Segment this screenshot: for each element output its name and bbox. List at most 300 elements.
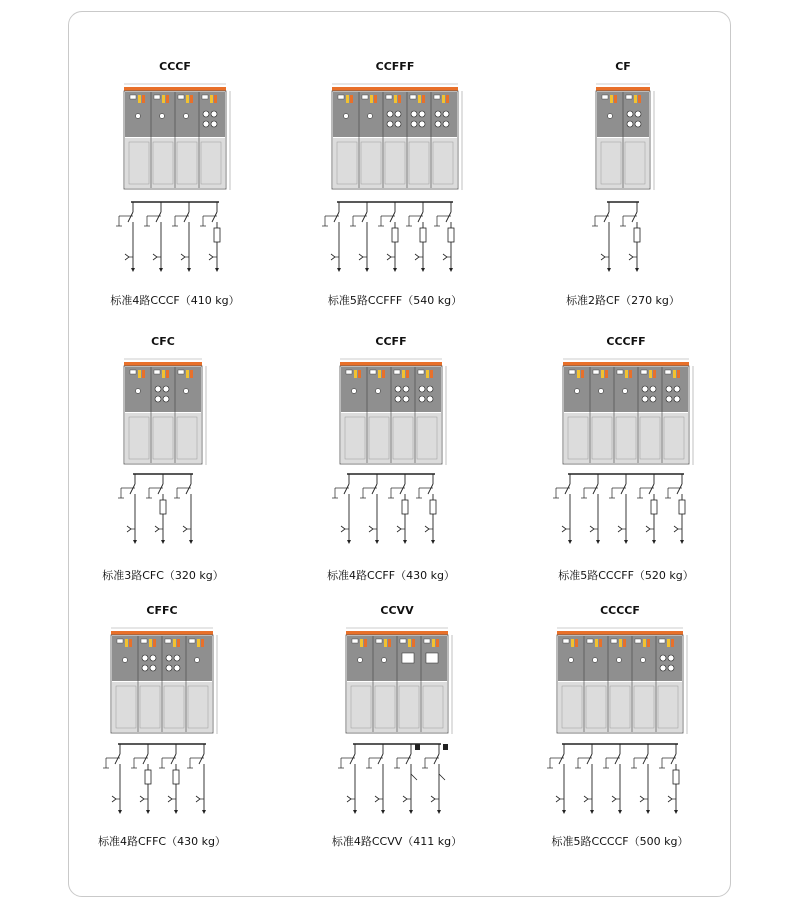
single-line-schematic — [523, 198, 723, 278]
load-switch-symbol — [372, 484, 377, 494]
mimic-diagram-mark — [432, 639, 435, 647]
unit-caption: 标准3路CFC（320 kg） — [102, 569, 224, 582]
mimic-diagram-mark — [643, 639, 646, 647]
cable-termination-symbol — [640, 796, 644, 802]
cable-termination-symbol — [403, 796, 407, 802]
mimic-diagram-mark — [370, 95, 373, 103]
fuse-operating-knob — [166, 655, 172, 661]
mimic-diagram-mark — [638, 95, 641, 103]
fuse-operating-knob — [174, 655, 180, 661]
unit-title: CCCF — [159, 60, 191, 73]
fuse-operating-knob — [411, 111, 417, 117]
indicator-panel — [569, 370, 575, 374]
indicator-panel — [665, 370, 671, 374]
mimic-diagram-mark — [358, 370, 361, 378]
load-switch-symbol — [587, 754, 592, 764]
fuse-operating-knob — [403, 386, 409, 392]
load-switch-symbol — [621, 484, 626, 494]
load-switch-symbol — [632, 212, 637, 222]
load-switch-symbol — [128, 212, 133, 222]
fuse-operating-knob — [666, 386, 672, 392]
mimic-diagram-mark — [595, 639, 598, 647]
load-switch-symbol — [186, 484, 191, 494]
load-switch-symbol — [350, 754, 355, 764]
mimic-diagram-mark — [125, 639, 128, 647]
mimic-diagram-mark — [406, 370, 409, 378]
fuse-operating-knob — [387, 121, 393, 127]
fuse-operating-knob — [642, 386, 648, 392]
mimic-diagram-mark — [581, 370, 584, 378]
cable-outlet-arrow — [393, 268, 397, 272]
mimic-diagram-mark — [197, 639, 200, 647]
indicator-panel — [587, 639, 593, 643]
fuse-operating-knob — [627, 111, 633, 117]
indicator-panel — [362, 95, 368, 99]
indicator-panel — [178, 370, 184, 374]
cable-outlet-arrow — [652, 540, 656, 544]
indicator-panel — [659, 639, 665, 643]
load-switch-symbol — [406, 754, 411, 764]
single-line-schematic — [297, 740, 497, 820]
mimic-diagram-mark — [605, 370, 608, 378]
mimic-diagram-mark — [446, 95, 449, 103]
mimic-diagram-mark — [166, 95, 169, 103]
cable-outlet-arrow — [568, 540, 572, 544]
mimic-diagram-mark — [190, 370, 193, 378]
mimic-diagram-mark — [186, 370, 189, 378]
unit-title: CCCFF — [606, 335, 646, 348]
cable-outlet-arrow — [381, 810, 385, 814]
load-switch-symbol — [378, 754, 383, 764]
fuse-operating-knob — [419, 121, 425, 127]
mimic-diagram-mark — [442, 95, 445, 103]
fuse-symbol — [651, 500, 657, 514]
unit-caption: 标准5路CCCFF（520 kg） — [558, 569, 694, 582]
cable-termination-symbol — [331, 254, 335, 260]
cable-outlet-arrow — [403, 540, 407, 544]
load-switch-symbol — [115, 754, 120, 764]
indicator-panel — [376, 639, 382, 643]
cable-outlet-arrow — [202, 810, 206, 814]
fuse-operating-knob — [674, 386, 680, 392]
cable-compartment-section — [333, 138, 457, 188]
cable-outlet-arrow — [618, 810, 622, 814]
cable-compartment-section — [558, 682, 682, 732]
mimic-diagram-mark — [166, 370, 169, 378]
indicator-panel — [178, 95, 184, 99]
busbar-cover-strip — [340, 362, 442, 366]
mimic-diagram-mark — [142, 370, 145, 378]
indicator-panel — [117, 639, 123, 643]
indicator-panel — [424, 639, 430, 643]
mimic-diagram-mark — [129, 639, 132, 647]
load-switch-symbol — [171, 754, 176, 764]
indicator-panel — [641, 370, 647, 374]
cable-termination-symbol — [556, 796, 560, 802]
mimic-diagram-mark — [374, 95, 377, 103]
fuse-operating-knob — [642, 396, 648, 402]
fuse-operating-knob — [668, 655, 674, 661]
cable-outlet-arrow — [421, 268, 425, 272]
cabinet-front-view — [75, 82, 275, 198]
fuse-operating-knob — [411, 121, 417, 127]
load-switch-symbol — [643, 754, 648, 764]
mimic-diagram-mark — [571, 639, 574, 647]
cable-outlet-arrow — [337, 268, 341, 272]
indicator-panel — [617, 370, 623, 374]
fuse-operating-knob — [627, 121, 633, 127]
indicator-panel — [626, 95, 632, 99]
load-switch-symbol — [671, 754, 676, 764]
cable-termination-symbol — [183, 526, 187, 532]
mimic-diagram-mark — [384, 639, 387, 647]
indicator-panel — [130, 370, 136, 374]
indicator-panel — [352, 639, 358, 643]
mimic-diagram-mark — [398, 95, 401, 103]
mimic-diagram-mark — [436, 639, 439, 647]
fuse-symbol — [420, 228, 426, 242]
busbar-cover-strip — [563, 362, 689, 366]
indicator-panel — [189, 639, 195, 643]
cable-termination-symbol — [601, 254, 605, 260]
cable-termination-symbol — [629, 254, 633, 260]
unit-title: CF — [615, 60, 631, 73]
load-switch-symbol — [143, 754, 148, 764]
busbar-cover-strip — [557, 631, 683, 635]
cable-outlet-arrow — [131, 268, 135, 272]
busbar-cover-strip — [596, 87, 650, 91]
fuse-symbol — [145, 770, 151, 784]
unit-caption: 标准4路CFFC（430 kg） — [98, 835, 226, 848]
fuse-operating-knob — [150, 665, 156, 671]
mimic-diagram-mark — [346, 95, 349, 103]
indicator-panel — [394, 370, 400, 374]
mimic-diagram-mark — [153, 639, 156, 647]
unit-caption: 标准2路CF（270 kg） — [566, 294, 680, 307]
cable-termination-symbol — [387, 254, 391, 260]
mimic-diagram-mark — [142, 95, 145, 103]
single-line-schematic — [75, 198, 275, 278]
fuse-operating-knob — [443, 111, 449, 117]
mimic-diagram-mark — [671, 639, 674, 647]
indicator-panel — [410, 95, 416, 99]
load-switch-symbol — [400, 484, 405, 494]
fuse-operating-knob — [403, 396, 409, 402]
breaker-relay-panel — [426, 653, 438, 663]
mimic-diagram-mark — [214, 95, 217, 103]
cable-outlet-arrow — [437, 810, 441, 814]
unit-title: CCFFF — [375, 60, 415, 73]
mimic-diagram-mark — [418, 95, 421, 103]
cabinet-front-view — [297, 626, 497, 742]
fuse-symbol — [160, 500, 166, 514]
single-line-schematic — [295, 198, 495, 278]
switch-operating-hole — [593, 658, 598, 663]
cable-termination-symbol — [646, 526, 650, 532]
indicator-panel — [165, 639, 171, 643]
mimic-diagram-mark — [619, 639, 622, 647]
fuse-operating-knob — [435, 121, 441, 127]
switch-operating-hole — [569, 658, 574, 663]
single-line-schematic — [63, 470, 263, 550]
cable-termination-symbol — [168, 796, 172, 802]
cable-outlet-arrow — [375, 540, 379, 544]
indicator-panel — [434, 95, 440, 99]
fuse-symbol — [214, 228, 220, 242]
fuse-operating-knob — [211, 121, 217, 127]
cable-outlet-arrow — [159, 268, 163, 272]
unit-caption: 标准4路CCFF（430 kg） — [327, 569, 455, 582]
load-switch-symbol — [418, 212, 423, 222]
cable-outlet-arrow — [146, 810, 150, 814]
mimic-diagram-mark — [378, 370, 381, 378]
mimic-diagram-mark — [426, 370, 429, 378]
fuse-operating-knob — [395, 386, 401, 392]
load-switch-symbol — [559, 754, 564, 764]
mimic-diagram-mark — [614, 95, 617, 103]
indicator-panel — [130, 95, 136, 99]
cable-outlet-arrow — [624, 540, 628, 544]
mimic-diagram-mark — [190, 95, 193, 103]
fuse-operating-knob — [666, 396, 672, 402]
mimic-diagram-mark — [210, 95, 213, 103]
mimic-diagram-mark — [364, 639, 367, 647]
switch-operating-hole — [136, 389, 141, 394]
fuse-operating-knob — [155, 386, 161, 392]
cable-termination-symbol — [153, 254, 157, 260]
cable-outlet-arrow — [118, 810, 122, 814]
fuse-operating-knob — [163, 396, 169, 402]
fuse-operating-knob — [650, 386, 656, 392]
cable-termination-symbol — [612, 796, 616, 802]
fuse-operating-knob — [427, 386, 433, 392]
cable-compartment-section — [125, 413, 201, 463]
cable-termination-symbol — [375, 796, 379, 802]
indicator-panel — [611, 639, 617, 643]
cable-termination-symbol — [341, 526, 345, 532]
switch-operating-hole — [575, 389, 580, 394]
mimic-diagram-mark — [422, 95, 425, 103]
mimic-diagram-mark — [412, 639, 415, 647]
fuse-operating-knob — [163, 386, 169, 392]
load-switch-symbol — [212, 212, 217, 222]
fuse-operating-knob — [395, 121, 401, 127]
indicator-panel — [386, 95, 392, 99]
unit-title: CCCCF — [600, 604, 640, 617]
fuse-operating-knob — [155, 396, 161, 402]
cable-termination-symbol — [196, 796, 200, 802]
mimic-diagram-mark — [162, 95, 165, 103]
indicator-panel — [154, 95, 160, 99]
mimic-diagram-mark — [402, 370, 405, 378]
fuse-operating-knob — [427, 396, 433, 402]
load-switch-symbol — [593, 484, 598, 494]
indicator-panel — [602, 95, 608, 99]
unit-title: CFC — [151, 335, 175, 348]
load-switch-symbol — [615, 754, 620, 764]
cable-termination-symbol — [415, 254, 419, 260]
fuse-symbol — [392, 228, 398, 242]
busbar-cover-strip — [346, 631, 448, 635]
mimic-diagram-mark — [667, 639, 670, 647]
load-switch-symbol — [565, 484, 570, 494]
busbar-cover-strip — [124, 87, 226, 91]
fuse-operating-knob — [150, 655, 156, 661]
load-switch-symbol — [334, 212, 339, 222]
cable-termination-symbol — [431, 796, 435, 802]
busbar-cover-strip — [111, 631, 213, 635]
mimic-diagram-mark — [394, 95, 397, 103]
mimic-diagram-mark — [173, 639, 176, 647]
fuse-symbol — [173, 770, 179, 784]
load-switch-symbol — [158, 484, 163, 494]
mimic-diagram-mark — [623, 639, 626, 647]
single-line-schematic — [62, 740, 262, 820]
indicator-panel — [400, 639, 406, 643]
unit-caption: 标准4路CCCF（410 kg） — [110, 294, 240, 307]
breaker-symbol — [443, 744, 448, 750]
breaker-symbol — [439, 774, 445, 780]
switch-operating-hole — [608, 114, 613, 119]
cable-outlet-arrow — [409, 810, 413, 814]
indicator-panel — [370, 370, 376, 374]
busbar-cover-strip — [332, 87, 458, 91]
cable-outlet-arrow — [635, 268, 639, 272]
mimic-diagram-mark — [350, 95, 353, 103]
cable-termination-symbol — [397, 526, 401, 532]
indicator-panel — [141, 639, 147, 643]
cable-termination-symbol — [369, 526, 373, 532]
cable-outlet-arrow — [161, 540, 165, 544]
cabinet-front-view — [523, 82, 723, 198]
fuse-operating-knob — [660, 655, 666, 661]
cabinet-front-view — [62, 626, 262, 742]
unit-title: CCVV — [380, 604, 414, 617]
load-switch-symbol — [604, 212, 609, 222]
mimic-diagram-mark — [354, 370, 357, 378]
fuse-symbol — [402, 500, 408, 514]
indicator-panel — [202, 95, 208, 99]
cable-outlet-arrow — [646, 810, 650, 814]
indicator-panel — [635, 639, 641, 643]
mimic-diagram-mark — [382, 370, 385, 378]
mimic-diagram-mark — [177, 639, 180, 647]
cable-outlet-arrow — [365, 268, 369, 272]
cable-outlet-arrow — [562, 810, 566, 814]
fuse-operating-knob — [142, 665, 148, 671]
mimic-diagram-mark — [634, 95, 637, 103]
mimic-diagram-mark — [629, 370, 632, 378]
unit-caption: 标准5路CCFFF（540 kg） — [327, 294, 463, 307]
cabinet-front-view — [63, 357, 263, 473]
load-switch-symbol — [434, 754, 439, 764]
fuse-operating-knob — [660, 665, 666, 671]
cable-outlet-arrow — [674, 810, 678, 814]
fuse-operating-knob — [435, 111, 441, 117]
single-line-schematic — [526, 470, 726, 550]
load-switch-symbol — [649, 484, 654, 494]
cable-outlet-arrow — [189, 540, 193, 544]
mimic-diagram-mark — [408, 639, 411, 647]
fuse-symbol — [634, 228, 640, 242]
cable-outlet-arrow — [133, 540, 137, 544]
unit-title: CCFF — [375, 335, 407, 348]
cabinet-front-view — [295, 82, 495, 198]
mimic-diagram-mark — [138, 370, 141, 378]
cable-termination-symbol — [112, 796, 116, 802]
indicator-panel — [346, 370, 352, 374]
cable-termination-symbol — [127, 526, 131, 532]
fuse-operating-knob — [395, 111, 401, 117]
cable-outlet-arrow — [174, 810, 178, 814]
fuse-operating-knob — [174, 665, 180, 671]
cable-termination-symbol — [590, 526, 594, 532]
mimic-diagram-mark — [653, 370, 656, 378]
fuse-operating-knob — [650, 396, 656, 402]
mimic-diagram-mark — [186, 95, 189, 103]
cable-outlet-arrow — [187, 268, 191, 272]
switch-operating-hole — [368, 114, 373, 119]
unit-title: CFFC — [146, 604, 178, 617]
mimic-diagram-mark — [575, 639, 578, 647]
mimic-diagram-mark — [599, 639, 602, 647]
fuse-operating-knob — [203, 111, 209, 117]
cable-termination-symbol — [668, 796, 672, 802]
breaker-symbol — [415, 744, 420, 750]
switch-operating-hole — [184, 114, 189, 119]
switch-operating-hole — [184, 389, 189, 394]
switch-operating-hole — [623, 389, 628, 394]
indicator-panel — [338, 95, 344, 99]
load-switch-symbol — [390, 212, 395, 222]
fuse-operating-knob — [142, 655, 148, 661]
switch-operating-hole — [382, 658, 387, 663]
mimic-diagram-mark — [673, 370, 676, 378]
mimic-diagram-mark — [625, 370, 628, 378]
cable-termination-symbol — [359, 254, 363, 260]
load-switch-symbol — [156, 212, 161, 222]
unit-caption: 标准4路CCVV（411 kg） — [331, 835, 463, 848]
cable-termination-symbol — [425, 526, 429, 532]
switch-operating-hole — [195, 658, 200, 663]
mimic-diagram-mark — [577, 370, 580, 378]
fuse-operating-knob — [635, 111, 641, 117]
fuse-operating-knob — [211, 111, 217, 117]
indicator-panel — [418, 370, 424, 374]
cable-outlet-arrow — [590, 810, 594, 814]
switch-operating-hole — [136, 114, 141, 119]
mimic-diagram-mark — [388, 639, 391, 647]
switch-operating-hole — [376, 389, 381, 394]
mimic-diagram-mark — [360, 639, 363, 647]
cable-termination-symbol — [618, 526, 622, 532]
load-switch-symbol — [184, 212, 189, 222]
switch-operating-hole — [352, 389, 357, 394]
mimic-diagram-mark — [610, 95, 613, 103]
fuse-operating-knob — [668, 665, 674, 671]
cable-termination-symbol — [562, 526, 566, 532]
load-switch-symbol — [199, 754, 204, 764]
cable-outlet-arrow — [353, 810, 357, 814]
mimic-diagram-mark — [649, 370, 652, 378]
switch-operating-hole — [344, 114, 349, 119]
switch-operating-hole — [641, 658, 646, 663]
single-line-schematic — [520, 740, 720, 820]
mimic-diagram-mark — [149, 639, 152, 647]
fuse-operating-knob — [419, 386, 425, 392]
cabinet-front-view — [520, 626, 720, 742]
load-switch-symbol — [344, 484, 349, 494]
